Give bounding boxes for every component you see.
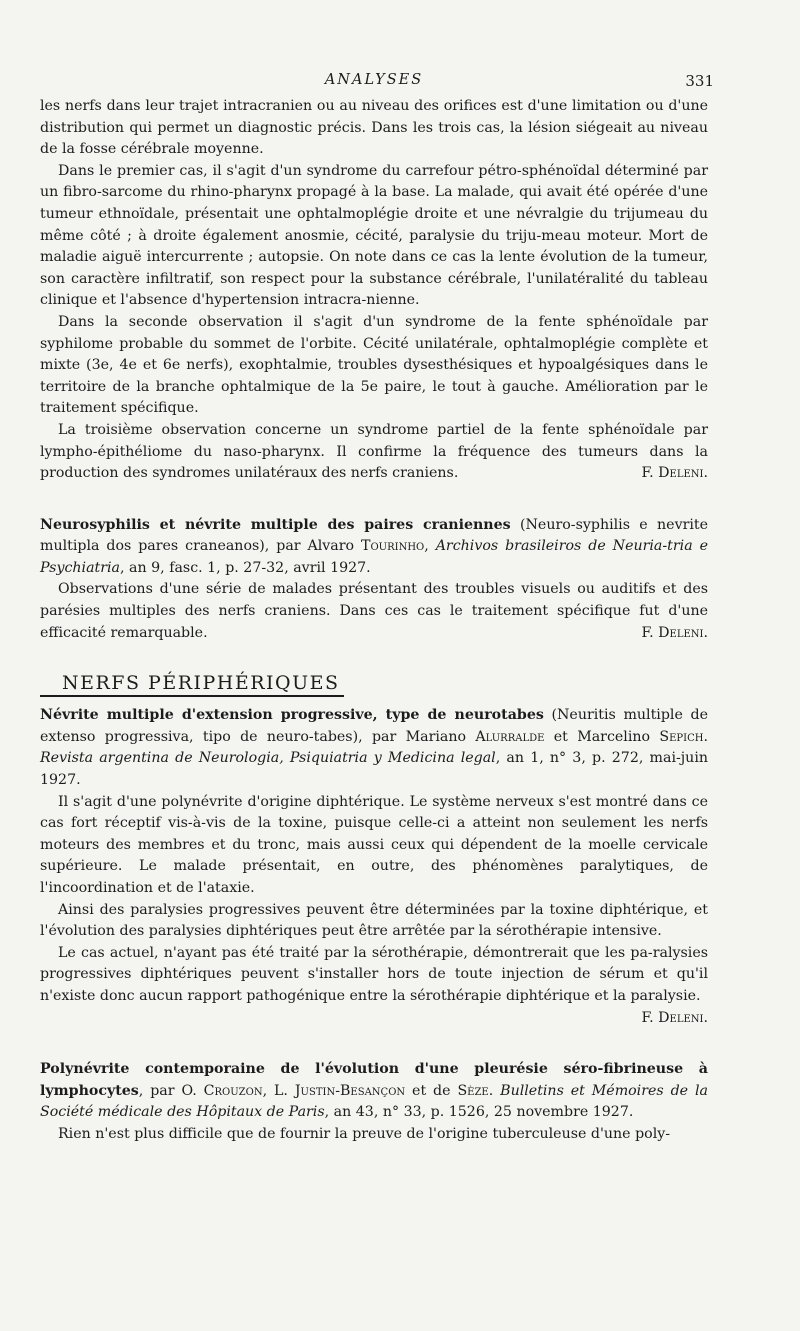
signature: F. Deleni. <box>641 624 708 641</box>
article-nevrite-multiple <box>40 705 708 1029</box>
author-name: Sèze <box>457 1082 489 1099</box>
paragraph: Rien n'est plus difficile que de fournir la preuve de l'origine tuberculeuse d'une poly- <box>58 1125 671 1142</box>
reference-text: (Neuro-syphilis e nevrite multipla dos pares craneanos), par Alvaro <box>40 516 708 555</box>
reference-text: (Neuritis multiple de extenso progressiva, tipo de neuro-tabes), par Mariano <box>40 707 708 745</box>
section-heading: NERFS PÉRIPHÉRIQUES <box>40 672 344 697</box>
article-reference <box>40 705 708 791</box>
reference-text: . <box>703 728 708 745</box>
signature: F. Deleni. <box>641 1009 708 1026</box>
author-name: Crouzon <box>203 1082 263 1099</box>
reference-text: , <box>424 538 436 555</box>
reference-text: et de <box>405 1082 458 1099</box>
reference-text: . <box>488 1082 501 1099</box>
reference-text: , an 9, fasc. 1, p. 27-32, avril 1927. <box>120 559 371 576</box>
journal-name: Archivos brasileiros de Neuria-tria e Psychiatria <box>40 538 708 576</box>
reference-text: , par O. <box>138 1082 204 1099</box>
article-title: Névrite multiple d'extension progressive, type de neurotabes <box>40 707 544 724</box>
paragraph <box>40 943 708 1029</box>
journal-name: Bulletins et Mémoires de la Société médicale des Hôpitaux de Paris <box>40 1082 708 1121</box>
running-title: ANALYSES <box>324 72 424 88</box>
article-title: Polynévrite contemporaine de l'évolution d'une pleurésie séro-fibrineuse à lymphocytes <box>40 1061 708 1099</box>
paragraph: Dans la seconde observation il s'agit d'un syndrome de la fente sphénoïdale par syphilome probable du sommet de l'orbite. Cécité unilatérale, ophtalmoplégie complète et mixte (3e, 4e et 6e nerfs), exophtalmie, troubles dysesthésiques et hypoalgésiques dans le territoire de la branche ophtalmique de la 5e paire, le tout à gauche. Amélioration par le traitement spécifique. <box>40 313 708 417</box>
paragraph: Il s'agit d'une polynévrite d'origine diphtérique. Le système nerveux s'est montré dans ce cas fort réceptif vis-à-vis de la toxine, puisque celle-ci a atteint non seulement les nerfs moteurs des membres et du tronc, mais aussi ceux qui dépendent de la moelle cervicale supérieure. Le malade présentait, en outre, des phénomènes paralytiques, de l'incoordination et de l'ataxie. <box>40 793 708 896</box>
author-name: Sepich <box>659 728 704 745</box>
paragraph-text: La troisième observation concerne un syndrome partiel de la fente sphénoïdale par lympho-épithéliome du naso-pharynx. Il confirme la fréquence des tumeurs dans la production des syndromes unilatéraux des nerfs craniens. <box>40 421 708 482</box>
article-neurosyphilis <box>40 515 708 645</box>
article-title: Neurosyphilis et névrite multiple des paires craniennes <box>40 516 511 533</box>
paragraph: les nerfs dans leur trajet intracranien ou au niveau des orifices est d'une limitation ou d'une distribution qui permet un diagnostic précis. Dans les trois cas, la lésion siégeait au niveau de la fosse cérébrale moyenne. <box>40 98 708 158</box>
paragraph-text: Le cas actuel, n'ayant pas été traité par la sérothérapie, démontrerait que les pa-ralysies progressives diphtériques peuvent s'installer hors de toute injection de sérum et qu'il n'existe donc aucun rapport pathogénique entre la sérothérapie diphtérique et la paralysie. <box>40 944 708 1004</box>
reference-text: et Marcelino <box>544 728 660 745</box>
article-continued <box>40 96 708 485</box>
author-name: Tourinho <box>361 538 425 555</box>
running-header <box>40 62 714 96</box>
article-reference <box>40 515 708 580</box>
page-number: 331 <box>685 72 714 90</box>
journal-name: Revista argentina de Neurologia, Psiquiatria y Medicina legal <box>40 750 496 767</box>
paragraph-text: Observations d'une série de malades présentant des troubles visuels ou auditifs et des parésies multiples des nerfs craniens. Dans ces cas le traitement spécifique fut d'une efficacité remarquable. <box>40 581 708 641</box>
paragraph: Ainsi des paralysies progressives peuvent être déterminées par la toxine diphtérique, et l'évolution des paralysies diphtériques peut être arrêtée par la sérothérapie intensive. <box>40 901 708 940</box>
author-name: Alurralde <box>475 728 545 745</box>
reference-text: , L. <box>262 1082 295 1099</box>
article-polynevrite <box>40 1059 708 1145</box>
author-name: Justin-Besançon <box>294 1082 406 1099</box>
paragraph: Dans le premier cas, il s'agit d'un syndrome du carrefour pétro-sphénoïdal déterminé par un fibro-sarcome du rhino-pharynx propagé à la base. La malade, qui avait été opérée d'une tumeur ethnoïdale, présentait une ophtalmoplégie droite et une névralgie du trijumeau du même côté ; à droite également anosmie, cécité, paralysie du triju-meau moteur. Mort de maladie aiguë intercurrente ; autopsie. On note dans ce cas la lente évolution de la tumeur, son caractère infiltratif, son respect pour la substance cérébrale, l'unilatéralité du tableau clinique et l'absence d'hypertension intracra-nienne. <box>40 162 708 309</box>
signature: F. Deleni. <box>641 465 708 482</box>
paragraph <box>40 579 708 644</box>
reference-text: , an 43, n° 33, p. 1526, 25 novembre 1927. <box>324 1104 634 1121</box>
paragraph <box>40 420 708 485</box>
article-reference <box>40 1059 708 1124</box>
reference-text: , an 1, n° 3, p. 272, mai-juin 1927. <box>40 750 708 789</box>
